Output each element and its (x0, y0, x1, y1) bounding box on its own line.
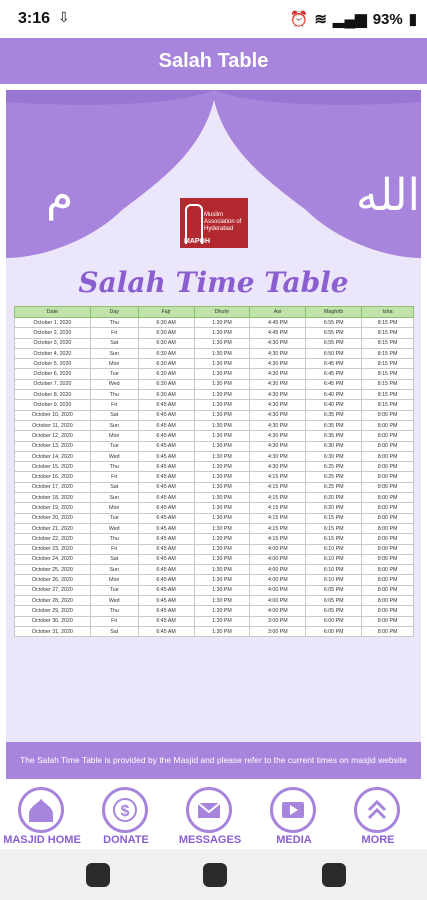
table-cell: October 31, 2020 (15, 626, 91, 636)
table-cell: 6:45 AM (138, 575, 194, 585)
table-cell: 6:45 AM (138, 451, 194, 461)
table-cell: 1:30 PM (194, 616, 250, 626)
table-row (15, 410, 414, 420)
table-cell: 8:00 PM (362, 431, 414, 441)
table-cell: 6:05 PM (306, 585, 362, 595)
table-cell: 6:45 AM (138, 523, 194, 533)
table-cell: 6:45 AM (138, 493, 194, 503)
table-cell: 6:10 PM (306, 575, 362, 585)
table-cell: October 16, 2020 (15, 472, 91, 482)
table-cell: 6:45 AM (138, 565, 194, 575)
table-cell: 8:00 PM (362, 596, 414, 606)
home-button[interactable] (203, 863, 227, 887)
table-cell: 8:00 PM (362, 554, 414, 564)
table-cell: 6:30 PM (306, 451, 362, 461)
table-cell: October 9, 2020 (15, 400, 91, 410)
table-row (15, 348, 414, 358)
battery-icon: ▮ (408, 11, 417, 28)
table-row (15, 513, 414, 523)
table-cell: 8:00 PM (362, 606, 414, 616)
status-right (290, 10, 417, 28)
table-cell: 1:30 PM (194, 493, 250, 503)
table-cell: 4:30 PM (250, 431, 306, 441)
table-cell: 6:30 AM (138, 328, 194, 338)
table-cell: 6:45 AM (138, 585, 194, 595)
table-row (15, 616, 414, 626)
table-cell: 6:30 PM (306, 441, 362, 451)
status-bar (0, 0, 427, 38)
table-cell: 1:30 PM (194, 575, 250, 585)
table-cell: 6:45 AM (138, 616, 194, 626)
table-cell: 8:00 PM (362, 462, 414, 472)
mosque-icon (18, 787, 64, 833)
table-cell: 4:45 PM (250, 318, 306, 328)
table-cell: Thu (90, 390, 138, 400)
table-row (15, 462, 414, 472)
table-cell: 8:00 PM (362, 616, 414, 626)
table-cell: 6:30 AM (138, 338, 194, 348)
table-cell: 6:55 PM (306, 338, 362, 348)
table-cell: 6:05 PM (306, 606, 362, 616)
table-cell: 6:30 AM (138, 369, 194, 379)
table-cell: 1:30 PM (194, 565, 250, 575)
table-cell: 1:30 PM (194, 431, 250, 441)
table-cell: 6:45 AM (138, 431, 194, 441)
table-cell: 6:10 PM (306, 544, 362, 554)
table-cell: October 12, 2020 (15, 431, 91, 441)
table-cell: 6:55 PM (306, 328, 362, 338)
table-row (15, 390, 414, 400)
table-row (15, 441, 414, 451)
table-cell: 4:30 PM (250, 348, 306, 358)
table-cell: 6:20 PM (306, 503, 362, 513)
table-cell: 6:15 PM (306, 523, 362, 533)
table-row (15, 596, 414, 606)
table-cell: October 17, 2020 (15, 482, 91, 492)
table-cell: 4:15 PM (250, 513, 306, 523)
table-cell: 6:45 AM (138, 472, 194, 482)
table-cell: 1:30 PM (194, 554, 250, 564)
table-cell: October 21, 2020 (15, 523, 91, 533)
calligraphy-right-icon: الله (356, 170, 420, 221)
table-cell: 1:30 PM (194, 400, 250, 410)
table-cell: Fri (90, 544, 138, 554)
column-header: Dhuhr (194, 307, 250, 318)
table-cell: 1:30 PM (194, 318, 250, 328)
table-cell: October 20, 2020 (15, 513, 91, 523)
nav-media[interactable] (252, 779, 336, 849)
table-cell: 6:45 AM (138, 410, 194, 420)
table-cell: Wed (90, 379, 138, 389)
table-cell: 6:35 PM (306, 410, 362, 420)
table-cell: 8:15 PM (362, 338, 414, 348)
table-cell: Fri (90, 472, 138, 482)
table-cell: October 24, 2020 (15, 554, 91, 564)
table-cell: October 6, 2020 (15, 369, 91, 379)
table-cell: 4:30 PM (250, 441, 306, 451)
table-row (15, 544, 414, 554)
table-cell: 1:30 PM (194, 523, 250, 533)
nav-label: MASJID HOME (3, 834, 81, 846)
table-cell: 6:45 PM (306, 379, 362, 389)
table-cell: 6:45 AM (138, 596, 194, 606)
table-cell: 4:00 PM (250, 596, 306, 606)
table-cell: 6:45 AM (138, 482, 194, 492)
table-cell: October 30, 2020 (15, 616, 91, 626)
table-cell: 6:45 AM (138, 462, 194, 472)
table-cell: 8:15 PM (362, 328, 414, 338)
table-cell: 8:00 PM (362, 544, 414, 554)
table-cell: 4:30 PM (250, 379, 306, 389)
poster-title: Salah Time Table (78, 266, 349, 299)
table-cell: October 3, 2020 (15, 338, 91, 348)
table-row (15, 575, 414, 585)
table-cell: Tue (90, 513, 138, 523)
table-cell: 6:45 AM (138, 606, 194, 616)
status-time: 3:16 (18, 10, 51, 27)
table-row (15, 472, 414, 482)
table-cell: 1:30 PM (194, 451, 250, 461)
nav-label: DONATE (103, 834, 149, 846)
table-cell: 1:30 PM (194, 482, 250, 492)
table-row (15, 369, 414, 379)
table-cell: 4:30 PM (250, 410, 306, 420)
table-cell: 6:30 AM (138, 359, 194, 369)
table-cell: Sat (90, 338, 138, 348)
nav-label: MEDIA (276, 834, 312, 846)
table-cell: 1:30 PM (194, 596, 250, 606)
table-row (15, 379, 414, 389)
table-cell: Thu (90, 606, 138, 616)
table-cell: Sat (90, 482, 138, 492)
table-cell: 8:00 PM (362, 420, 414, 430)
table-cell: 1:30 PM (194, 338, 250, 348)
table-cell: 6:25 PM (306, 482, 362, 492)
table-cell: 8:00 PM (362, 534, 414, 544)
table-cell: Thu (90, 462, 138, 472)
table-cell: 6:45 AM (138, 554, 194, 564)
table-cell: 6:45 AM (138, 534, 194, 544)
table-cell: 8:00 PM (362, 523, 414, 533)
play-icon (270, 787, 316, 833)
recent-apps-button[interactable] (86, 863, 110, 887)
nav-more[interactable] (336, 779, 420, 849)
table-cell: Sun (90, 420, 138, 430)
table-cell: 4:00 PM (250, 585, 306, 595)
table-cell: 8:15 PM (362, 359, 414, 369)
wifi-icon: ≋ (314, 11, 327, 28)
table-cell: 6:45 AM (138, 513, 194, 523)
battery-percent: 93% (372, 10, 403, 28)
table-cell: October 14, 2020 (15, 451, 91, 461)
table-cell: 8:00 PM (362, 482, 414, 492)
table-row (15, 400, 414, 410)
table-cell: October 13, 2020 (15, 441, 91, 451)
table-cell: 6:45 PM (306, 369, 362, 379)
app-bar (0, 38, 427, 84)
table-cell: Sat (90, 410, 138, 420)
table-cell: 6:25 PM (306, 472, 362, 482)
table-cell: 4:00 PM (250, 544, 306, 554)
table-cell: 4:00 PM (250, 554, 306, 564)
table-cell: 1:30 PM (194, 606, 250, 616)
column-header: Maghrib (306, 307, 362, 318)
table-cell: 1:30 PM (194, 348, 250, 358)
table-cell: 4:30 PM (250, 390, 306, 400)
column-header: Date (15, 307, 91, 318)
table-cell: 4:15 PM (250, 523, 306, 533)
column-header: Isha (362, 307, 414, 318)
table-cell: 4:00 PM (250, 575, 306, 585)
nav-label: MORE (361, 834, 395, 846)
table-cell: 6:10 PM (306, 565, 362, 575)
table-cell: 1:30 PM (194, 513, 250, 523)
table-cell: Tue (90, 369, 138, 379)
table-row (15, 606, 414, 616)
table-cell: 6:45 AM (138, 420, 194, 430)
logo-text: Muslim Association of Hyderabad (204, 212, 242, 232)
table-cell: 6:20 PM (306, 493, 362, 503)
table-cell: October 27, 2020 (15, 585, 91, 595)
table-cell: 8:00 PM (362, 626, 414, 636)
table-cell: 6:45 AM (138, 626, 194, 636)
table-cell: 4:30 PM (250, 420, 306, 430)
nav-messages[interactable] (168, 779, 252, 849)
table-cell: October 22, 2020 (15, 534, 91, 544)
table-cell: Mon (90, 431, 138, 441)
back-button[interactable] (322, 863, 346, 887)
table-cell: 1:30 PM (194, 410, 250, 420)
table-cell: 1:30 PM (194, 369, 250, 379)
chevrons-up-icon (354, 787, 400, 833)
table-cell: 8:15 PM (362, 400, 414, 410)
table-row (15, 359, 414, 369)
table-row (15, 523, 414, 533)
table-cell: 6:40 PM (306, 400, 362, 410)
footer-note: The Salah Time Table is provided by the Masjid and please refer to the current times on masjid website (20, 755, 407, 765)
table-row (15, 534, 414, 544)
table-cell: 8:00 PM (362, 565, 414, 575)
table-row (15, 318, 414, 328)
table-cell: 4:30 PM (250, 338, 306, 348)
table-cell: 1:30 PM (194, 441, 250, 451)
salah-poster (6, 90, 421, 779)
table-row (15, 565, 414, 575)
table-cell: October 8, 2020 (15, 390, 91, 400)
table-row (15, 493, 414, 503)
table-cell: October 2, 2020 (15, 328, 91, 338)
table-cell: 4:15 PM (250, 503, 306, 513)
main-content[interactable] (0, 84, 427, 779)
table-cell: 8:00 PM (362, 410, 414, 420)
table-cell: 4:15 PM (250, 472, 306, 482)
table-row (15, 626, 414, 636)
nav-donate[interactable] (84, 779, 168, 849)
table-cell: 6:50 PM (306, 348, 362, 358)
table-cell: 8:15 PM (362, 318, 414, 328)
table-cell: October 5, 2020 (15, 359, 91, 369)
table-cell: 4:15 PM (250, 534, 306, 544)
table-row (15, 328, 414, 338)
table-cell: 1:30 PM (194, 503, 250, 513)
table-cell: Sat (90, 626, 138, 636)
table-row (15, 482, 414, 492)
table-cell: 8:15 PM (362, 390, 414, 400)
table-cell: Sun (90, 565, 138, 575)
bottom-navigation (0, 779, 427, 849)
table-cell: Tue (90, 441, 138, 451)
table-cell: 6:45 AM (138, 400, 194, 410)
table-cell: 6:25 PM (306, 462, 362, 472)
table-cell: 6:15 PM (306, 534, 362, 544)
table-cell: 8:15 PM (362, 369, 414, 379)
table-cell: October 10, 2020 (15, 410, 91, 420)
table-cell: October 7, 2020 (15, 379, 91, 389)
salah-time-table (14, 306, 414, 637)
column-header: Day (90, 307, 138, 318)
table-cell: 4:30 PM (250, 462, 306, 472)
table-cell: 1:30 PM (194, 390, 250, 400)
table-cell: 1:30 PM (194, 379, 250, 389)
table-cell: 6:40 PM (306, 390, 362, 400)
column-header: Fajr (138, 307, 194, 318)
table-cell: 1:30 PM (194, 472, 250, 482)
table-cell: Sat (90, 554, 138, 564)
poster-footer (6, 742, 421, 779)
table-cell: October 25, 2020 (15, 565, 91, 575)
table-cell: 1:30 PM (194, 359, 250, 369)
table-cell: 6:35 PM (306, 431, 362, 441)
system-navigation-bar (0, 849, 427, 900)
table-cell: 4:30 PM (250, 369, 306, 379)
table-cell: October 28, 2020 (15, 596, 91, 606)
table-cell: 6:00 PM (306, 626, 362, 636)
envelope-icon (186, 787, 232, 833)
table-cell: 6:45 PM (306, 359, 362, 369)
table-cell: October 1, 2020 (15, 318, 91, 328)
table-cell: 6:35 PM (306, 420, 362, 430)
table-cell: October 29, 2020 (15, 606, 91, 616)
table-row (15, 503, 414, 513)
nav-label: MESSAGES (178, 834, 242, 846)
table-cell: 4:15 PM (250, 493, 306, 503)
table-cell: 6:30 AM (138, 348, 194, 358)
table-cell: 3:00 PM (250, 626, 306, 636)
table-row (15, 338, 414, 348)
calligraphy-left-icon: م (46, 170, 74, 221)
table-cell: 6:30 AM (138, 379, 194, 389)
table-cell: 1:30 PM (194, 534, 250, 544)
table-cell: 8:00 PM (362, 451, 414, 461)
dollar-icon (102, 787, 148, 833)
table-cell: 8:15 PM (362, 379, 414, 389)
table-cell: 1:30 PM (194, 328, 250, 338)
table-cell: October 18, 2020 (15, 493, 91, 503)
download-icon: ⇩ (58, 9, 70, 25)
table-row (15, 431, 414, 441)
table-cell: 6:45 AM (138, 503, 194, 513)
table-cell: October 11, 2020 (15, 420, 91, 430)
table-cell: Mon (90, 575, 138, 585)
alarm-icon: ⏰ (289, 11, 309, 28)
table-cell: 8:00 PM (362, 503, 414, 513)
table-cell: 6:30 AM (138, 390, 194, 400)
table-cell: 4:30 PM (250, 451, 306, 461)
table-cell: 6:45 AM (138, 441, 194, 451)
table-cell: Wed (90, 451, 138, 461)
table-cell: 6:15 PM (306, 513, 362, 523)
table-cell: 1:30 PM (194, 585, 250, 595)
table-cell: Fri (90, 400, 138, 410)
table-cell: 8:15 PM (362, 348, 414, 358)
table-cell: 8:00 PM (362, 493, 414, 503)
table-cell: Sun (90, 493, 138, 503)
table-cell: 4:00 PM (250, 565, 306, 575)
table-cell: 8:00 PM (362, 513, 414, 523)
table-cell: 8:00 PM (362, 585, 414, 595)
table-header-row (15, 307, 414, 318)
table-cell: 1:30 PM (194, 544, 250, 554)
svg-text:$: $ (120, 803, 130, 820)
table-cell: Mon (90, 503, 138, 513)
table-cell: 6:30 AM (138, 318, 194, 328)
table-row (15, 585, 414, 595)
table-cell: October 23, 2020 (15, 544, 91, 554)
table-cell: 4:30 PM (250, 400, 306, 410)
table-cell: Wed (90, 523, 138, 533)
table-cell: 6:45 AM (138, 544, 194, 554)
table-cell: Thu (90, 534, 138, 544)
column-header: Asr (250, 307, 306, 318)
table-cell: 1:30 PM (194, 462, 250, 472)
table-cell: 6:10 PM (306, 554, 362, 564)
table-cell: Fri (90, 616, 138, 626)
table-cell: Mon (90, 359, 138, 369)
table-row (15, 420, 414, 430)
table-cell: October 4, 2020 (15, 348, 91, 358)
table-cell: 4:15 PM (250, 482, 306, 492)
table-cell: 1:30 PM (194, 420, 250, 430)
table-cell: October 26, 2020 (15, 575, 91, 585)
table-cell: October 19, 2020 (15, 503, 91, 513)
masjid-logo (180, 198, 248, 248)
table-cell: October 15, 2020 (15, 462, 91, 472)
table-cell: 6:55 PM (306, 318, 362, 328)
table-cell: Fri (90, 328, 138, 338)
table-cell: Wed (90, 596, 138, 606)
table-cell: Tue (90, 585, 138, 595)
nav-masjid-home[interactable] (0, 779, 84, 849)
table-cell: 8:00 PM (362, 441, 414, 451)
logo-mark: MAPOH (184, 238, 211, 245)
page-title: Salah Table (158, 50, 269, 72)
table-row (15, 451, 414, 461)
table-cell: 4:30 PM (250, 359, 306, 369)
table-cell: 4:00 PM (250, 606, 306, 616)
signal-icon: ▂▄▆ (333, 11, 367, 28)
table-row (15, 554, 414, 564)
table-cell: 6:05 PM (306, 596, 362, 606)
table-cell: Sun (90, 348, 138, 358)
table-cell: 3:00 PM (250, 616, 306, 626)
table-cell: 8:00 PM (362, 575, 414, 585)
table-cell: Thu (90, 318, 138, 328)
table-cell: 8:00 PM (362, 472, 414, 482)
table-cell: 4:45 PM (250, 328, 306, 338)
table-cell: 1:30 PM (194, 626, 250, 636)
table-cell: 6:00 PM (306, 616, 362, 626)
